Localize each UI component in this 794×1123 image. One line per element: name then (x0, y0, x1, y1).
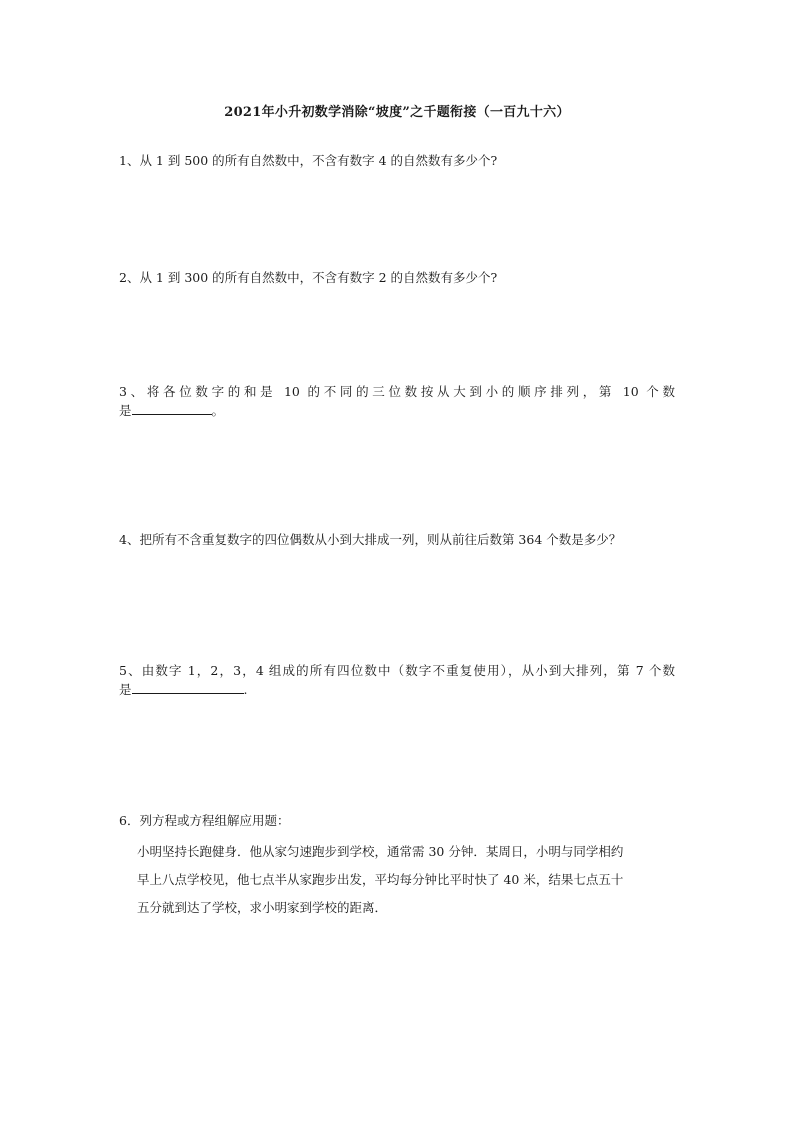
question-2-text: 2、从 1 到 300 的所有自然数中，不含有数字 2 的自然数有多少个? (119, 270, 498, 285)
page-title: 2021年小升初数学消除“坡度”之千题衔接（一百九十六） (224, 105, 570, 120)
question-3 (119, 383, 675, 420)
question-6-line-1: 小明坚持长跑健身．他从家匀速跑步到学校，通常需 30 分钟．某周日，小明与同学相约 (137, 844, 624, 859)
question-1-text: 1、从 1 到 500 的所有自然数中，不含有数字 4 的自然数有多少个? (119, 153, 498, 168)
question-1 (119, 152, 675, 170)
question-2 (119, 269, 675, 287)
question-4 (119, 531, 675, 549)
question-5-line-2 (119, 680, 675, 699)
question-5-suffix: . (243, 682, 248, 697)
question-3-prefix: 是 (119, 403, 132, 418)
question-3-line-2 (119, 401, 675, 420)
question-6-line-2: 早上八点学校见，他七点半从家跑步出发，平均每分钟比平时快了 40 米，结果七点五十 (137, 872, 624, 887)
answer-blank (132, 401, 212, 415)
question-3-line-1: 3、将各位数字的和是 10 的不同的三位数按从大到小的顺序排列，第 10 个数 (119, 384, 675, 399)
question-6-heading-block (119, 812, 675, 830)
question-3-suffix: 。 (211, 403, 225, 418)
answer-blank (132, 680, 244, 694)
question-6-heading: 6．列方程或方程组解应用题： (119, 813, 290, 828)
question-4-text: 4、把所有不含重复数字的四位偶数从小到大排成一列，则从前往后数第 364 个数是多少？ (119, 532, 622, 547)
question-6-body (119, 838, 675, 922)
question-5-prefix: 是 (119, 682, 132, 697)
question-6-line-3: 五分就到达了学校，求小明家到学校的距离． (137, 900, 388, 915)
question-5-line-1: 5、由数字 1，2，3，4 组成的所有四位数中（数字不重复使用），从小到大排列，第 7 个数 (119, 663, 675, 678)
question-5 (119, 662, 675, 699)
